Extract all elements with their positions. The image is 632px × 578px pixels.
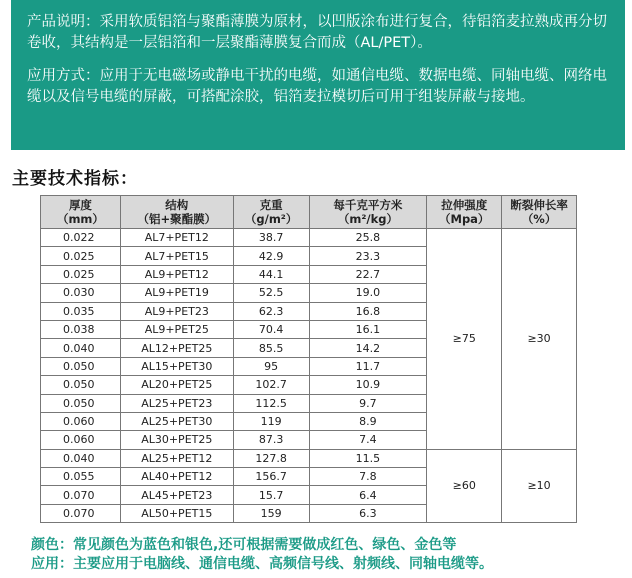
table-header-row — [41, 196, 577, 229]
cell-area-per-kg: 14.2 — [309, 339, 427, 357]
table-row — [41, 449, 577, 467]
cell-gram-weight: 87.3 — [233, 431, 309, 449]
cell-gram-weight: 44.1 — [233, 265, 309, 283]
cell-gram-weight: 119 — [233, 412, 309, 430]
application-note: 应用：主要应用于电脑线、通信电缆、高频信号线、射频线、同轴电缆等。 — [31, 556, 493, 572]
cell-thickness: 0.035 — [41, 302, 121, 320]
cell-thickness: 0.070 — [41, 504, 121, 522]
cell-structure: AL9+PET23 — [120, 302, 233, 320]
cell-thickness: 0.050 — [41, 394, 121, 412]
application-method: 应用方式：应用于无电磁场或静电干扰的电缆，如通信电缆、数据电缆、同轴电缆、网络电缆以及信号电缆的屏蔽，可搭配涂胶，铝箔麦拉模切后可用于组装屏蔽与接地。 — [27, 68, 607, 105]
cell-area-per-kg: 25.8 — [309, 229, 427, 247]
cell-structure: AL9+PET25 — [120, 320, 233, 338]
cell-thickness: 0.050 — [41, 357, 121, 375]
cell-thickness: 0.060 — [41, 431, 121, 449]
cell-structure: AL20+PET25 — [120, 376, 233, 394]
table-row — [41, 229, 577, 247]
cell-gram-weight: 85.5 — [233, 339, 309, 357]
product-description: 产品说明：采用软质铝箔与聚酯薄膜为原材，以凹版涂布进行复合，待铝箔麦拉熟成再分切卷收，其结构是一层铝箔和一层聚酯薄膜复合而成（AL/PET）。 — [27, 14, 607, 51]
cell-gram-weight: 159 — [233, 504, 309, 522]
cell-gram-weight: 15.7 — [233, 486, 309, 504]
cell-area-per-kg: 6.3 — [309, 504, 427, 522]
cell-structure: AL15+PET30 — [120, 357, 233, 375]
cell-area-per-kg: 7.8 — [309, 468, 427, 486]
cell-gram-weight: 156.7 — [233, 468, 309, 486]
cell-area-per-kg: 23.3 — [309, 247, 427, 265]
header-area-per-kg: 每千克平方米 （m²/kg） — [309, 196, 427, 229]
cell-thickness: 0.038 — [41, 320, 121, 338]
cell-thickness: 0.030 — [41, 284, 121, 302]
cell-structure: AL7+PET15 — [120, 247, 233, 265]
cell-area-per-kg: 19.0 — [309, 284, 427, 302]
cell-area-per-kg: 11.7 — [309, 357, 427, 375]
section-title: 主要技术指标： — [12, 169, 138, 189]
cell-tensile-strength: ≥60 — [427, 449, 502, 523]
cell-elongation: ≥30 — [502, 229, 577, 450]
cell-structure: AL12+PET25 — [120, 339, 233, 357]
cell-area-per-kg: 16.1 — [309, 320, 427, 338]
footer-notes — [31, 536, 493, 574]
cell-structure: AL40+PET12 — [120, 468, 233, 486]
cell-structure: AL25+PET23 — [120, 394, 233, 412]
cell-area-per-kg: 7.4 — [309, 431, 427, 449]
product-intro-panel — [11, 0, 625, 150]
header-structure: 结构 （铝+聚酯膜） — [120, 196, 233, 229]
cell-structure: AL25+PET12 — [120, 449, 233, 467]
cell-thickness: 0.040 — [41, 449, 121, 467]
cell-thickness: 0.060 — [41, 412, 121, 430]
cell-gram-weight: 52.5 — [233, 284, 309, 302]
cell-gram-weight: 127.8 — [233, 449, 309, 467]
spec-table — [40, 195, 577, 523]
cell-area-per-kg: 8.9 — [309, 412, 427, 430]
cell-area-per-kg: 11.5 — [309, 449, 427, 467]
cell-thickness: 0.070 — [41, 486, 121, 504]
cell-gram-weight: 42.9 — [233, 247, 309, 265]
header-elongation: 断裂伸长率 （%） — [502, 196, 577, 229]
cell-tensile-strength: ≥75 — [427, 229, 502, 450]
cell-thickness: 0.040 — [41, 339, 121, 357]
cell-gram-weight: 62.3 — [233, 302, 309, 320]
cell-thickness: 0.055 — [41, 468, 121, 486]
cell-area-per-kg: 22.7 — [309, 265, 427, 283]
color-note: 颜色：常见颜色为蓝色和银色,还可根据需要做成红色、绿色、金色等 — [31, 537, 457, 553]
cell-area-per-kg: 10.9 — [309, 376, 427, 394]
table-body — [41, 229, 577, 523]
cell-structure: AL9+PET12 — [120, 265, 233, 283]
cell-thickness: 0.025 — [41, 247, 121, 265]
cell-structure: AL7+PET12 — [120, 229, 233, 247]
header-gram-weight: 克重 （g/m²） — [233, 196, 309, 229]
cell-gram-weight: 95 — [233, 357, 309, 375]
cell-structure: AL9+PET19 — [120, 284, 233, 302]
cell-gram-weight: 38.7 — [233, 229, 309, 247]
cell-structure: AL45+PET23 — [120, 486, 233, 504]
cell-structure: AL30+PET25 — [120, 431, 233, 449]
header-tensile-strength: 拉伸强度 （Mpa） — [427, 196, 502, 229]
header-thickness: 厚度 （mm） — [41, 196, 121, 229]
cell-gram-weight: 70.4 — [233, 320, 309, 338]
cell-structure: AL25+PET30 — [120, 412, 233, 430]
cell-structure: AL50+PET15 — [120, 504, 233, 522]
cell-thickness: 0.025 — [41, 265, 121, 283]
cell-area-per-kg: 6.4 — [309, 486, 427, 504]
cell-thickness: 0.022 — [41, 229, 121, 247]
cell-gram-weight: 112.5 — [233, 394, 309, 412]
cell-area-per-kg: 16.8 — [309, 302, 427, 320]
cell-elongation: ≥10 — [502, 449, 577, 523]
cell-gram-weight: 102.7 — [233, 376, 309, 394]
cell-area-per-kg: 9.7 — [309, 394, 427, 412]
cell-thickness: 0.050 — [41, 376, 121, 394]
